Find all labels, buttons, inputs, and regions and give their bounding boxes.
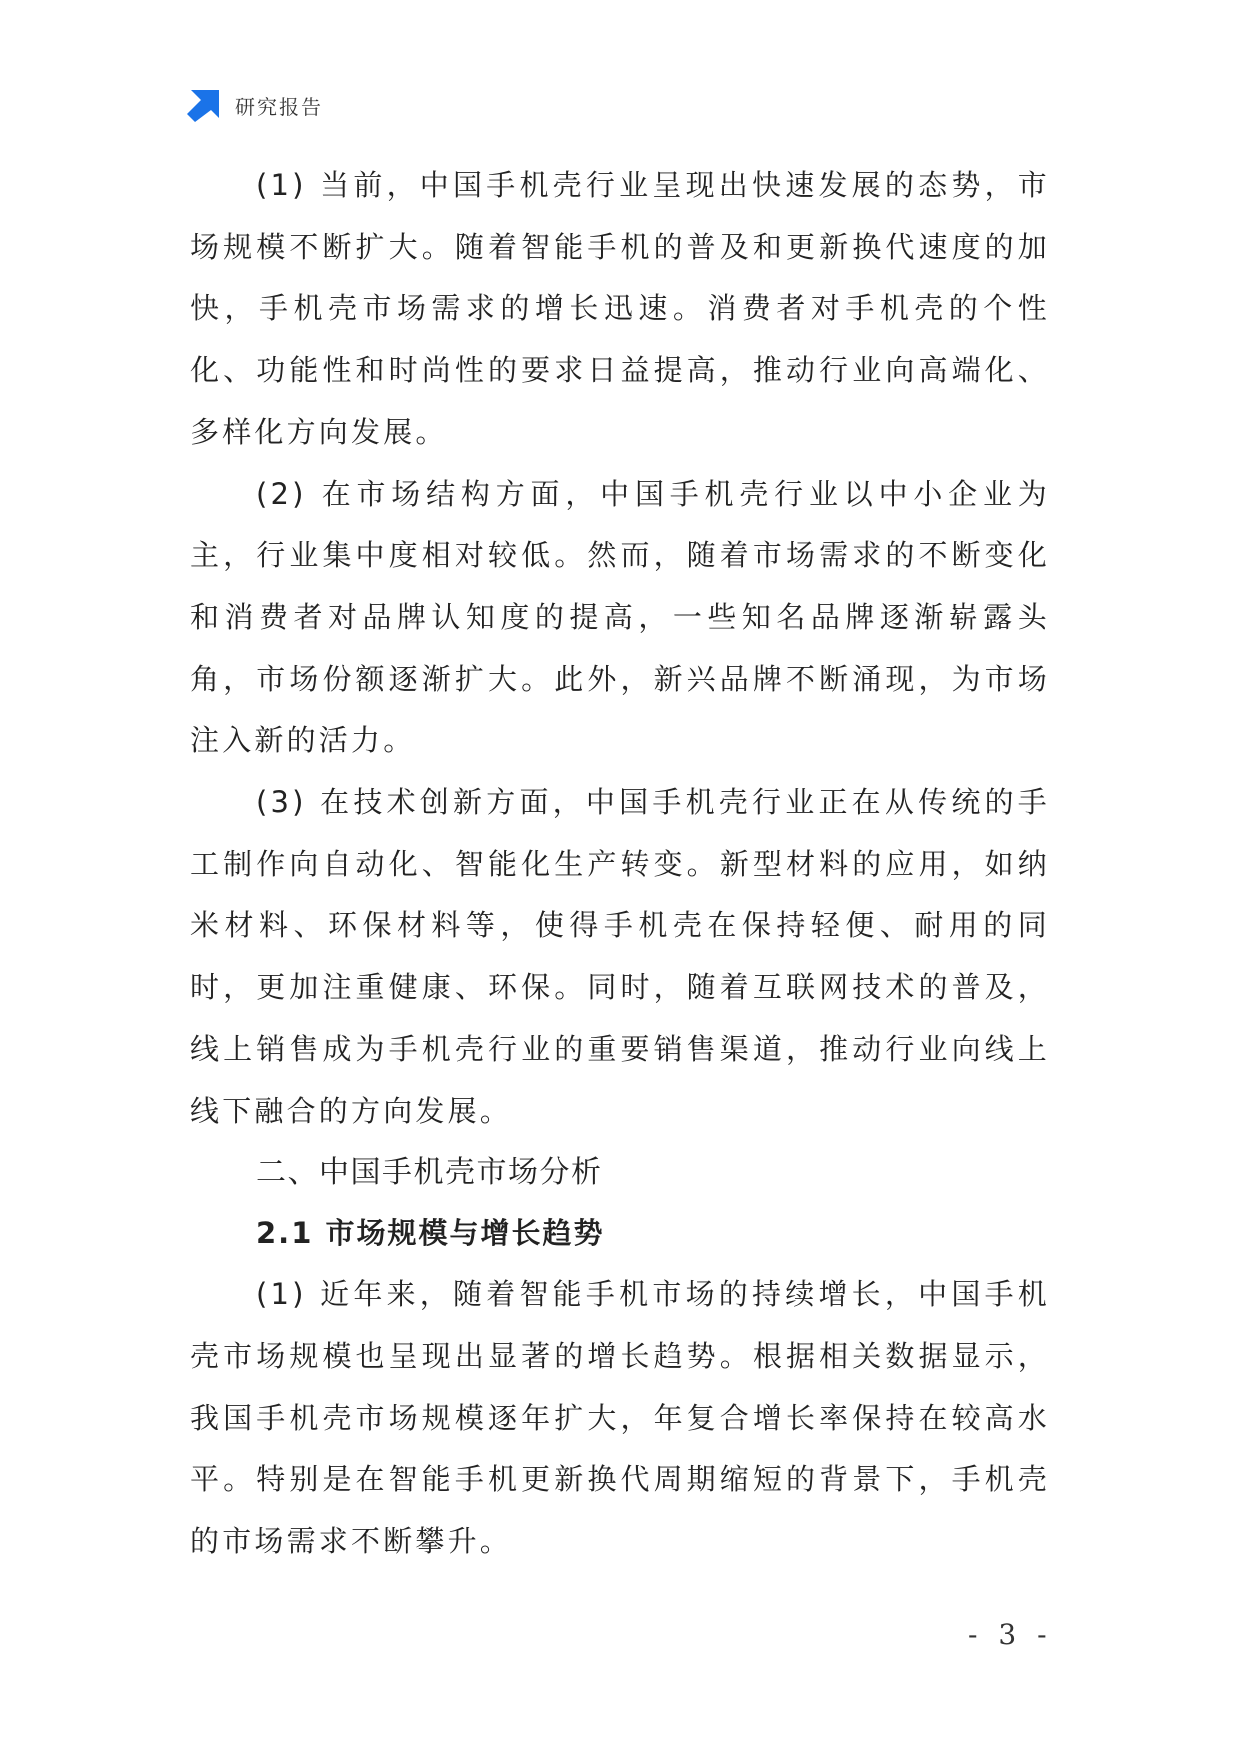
- paragraph-3: (3) 在技术创新方面，中国手机壳行业正在从传统的手工制作向自动化、智能化生产转变。新型材料的应用，如纳米材料、环保材料等，使得手机壳在保持轻便、耐用的同时，更加注重健康、环保。同时，随着互联网技术的普及，线上销售成为手机壳行业的重要销售渠道，推动行业向线上线下融合的方向发展。: [190, 785, 1050, 1128]
- page-number: - 3 -: [968, 1618, 1053, 1651]
- subsection-heading: 2.1 市场规模与增长趋势: [256, 1216, 605, 1251]
- paragraph-2: (2) 在市场结构方面，中国手机壳行业以中小企业为主，行业集中度相对较低。然而，随着市场需求的不断变化和消费者对品牌认知度的提高，一些知名品牌逐渐崭露头角，市场份额逐渐扩大。此外，新兴品牌不断涌现，为市场注入新的活力。: [190, 476, 1050, 758]
- section-heading: 二、中国手机壳市场分析: [256, 1155, 603, 1191]
- header-title: 研究报告: [235, 94, 323, 119]
- paragraph-1: (1) 当前，中国手机壳行业呈现出快速发展的态势，市场规模不断扩大。随着智能手机的普及和更新换代速度的加快，手机壳市场需求的增长迅速。消费者对手机壳的个性化、功能性和时尚性的要求日益提高，推动行业向高端化、多样化方向发展。: [190, 168, 1050, 449]
- arrow-up-right-icon: [187, 88, 221, 122]
- page-header: [187, 88, 323, 122]
- document-body: [190, 155, 1050, 1573]
- section-paragraph-1: (1) 近年来，随着智能手机市场的持续增长，中国手机壳市场规模也呈现出显著的增长趋势。根据相关数据显示，我国手机壳市场规模逐年扩大，年复合增长率保持在较高水平。特别是在智能手机更新换代周期缩短的背景下，手机壳的市场需求不断攀升。: [190, 1277, 1050, 1559]
